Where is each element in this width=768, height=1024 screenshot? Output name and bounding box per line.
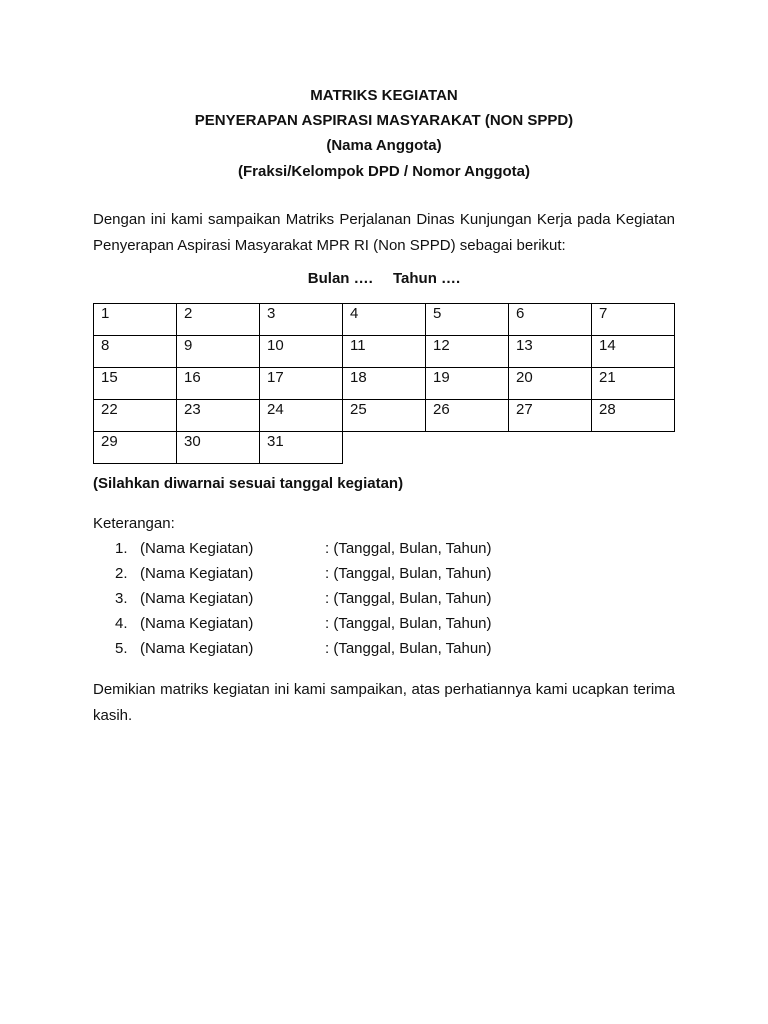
member-group: (Fraksi/Kelompok DPD / Nomor Anggota) — [238, 163, 530, 180]
list-item — [93, 614, 675, 639]
calendar-note: (Silahkan diwarnai sesuai tanggal kegiatan) — [93, 475, 404, 492]
calendar-empty-cell — [509, 432, 592, 464]
calendar-row — [94, 336, 675, 368]
calendar-cell: 20 — [509, 368, 592, 400]
calendar-cell: 27 — [509, 400, 592, 432]
document-title: MATRIKS KEGIATAN — [310, 87, 458, 104]
list-item-number: 1. — [115, 540, 128, 557]
calendar-cell: 1 — [94, 304, 177, 336]
calendar-cell: 30 — [177, 432, 260, 464]
calendar-cell: 16 — [177, 368, 260, 400]
calendar-cell: 15 — [94, 368, 177, 400]
list-item-number: 2. — [115, 565, 128, 582]
period-line — [0, 269, 768, 289]
activity-name: (Nama Kegiatan) — [140, 540, 254, 557]
calendar-cell: 24 — [260, 400, 343, 432]
list-item — [93, 589, 675, 614]
activity-name: (Nama Kegiatan) — [140, 615, 254, 632]
calendar-cell: 22 — [94, 400, 177, 432]
calendar-cell: 18 — [343, 368, 426, 400]
calendar-cell: 6 — [509, 304, 592, 336]
activity-date: : (Tanggal, Bulan, Tahun) — [325, 615, 492, 632]
activity-name: (Nama Kegiatan) — [140, 565, 254, 582]
activity-date: : (Tanggal, Bulan, Tahun) — [325, 640, 492, 657]
calendar-cell: 5 — [426, 304, 509, 336]
calendar-row — [94, 432, 675, 464]
activity-date: : (Tanggal, Bulan, Tahun) — [325, 540, 492, 557]
list-item — [93, 564, 675, 589]
calendar-cell: 4 — [343, 304, 426, 336]
activity-name: (Nama Kegiatan) — [140, 640, 254, 657]
calendar-cell: 13 — [509, 336, 592, 368]
intro-paragraph: Dengan ini kami sampaikan Matriks Perjalanan Dinas Kunjungan Kerja pada Kegiatan Penyerapan Aspirasi Masyarakat MPR RI (Non SPPD) sebagai berikut: — [93, 211, 675, 254]
calendar-table — [93, 303, 675, 464]
closing-paragraph: Demikian matriks kegiatan ini kami sampaikan, atas perhatiannya kami ucapkan terima kasih. — [93, 681, 675, 724]
keterangan-label: Keterangan: — [93, 515, 175, 532]
list-item-number: 4. — [115, 615, 128, 632]
keterangan-list — [93, 539, 675, 664]
calendar-cell: 29 — [94, 432, 177, 464]
calendar-row — [94, 304, 675, 336]
calendar-cell: 10 — [260, 336, 343, 368]
calendar-empty-cell — [343, 432, 426, 464]
calendar-cell: 14 — [592, 336, 675, 368]
activity-date: : (Tanggal, Bulan, Tahun) — [325, 590, 492, 607]
calendar-row — [94, 368, 675, 400]
calendar-cell: 12 — [426, 336, 509, 368]
member-name: (Nama Anggota) — [326, 137, 442, 154]
calendar-cell: 2 — [177, 304, 260, 336]
list-item-number: 3. — [115, 590, 128, 607]
calendar-empty-cell — [426, 432, 509, 464]
calendar-row — [94, 400, 675, 432]
list-item — [93, 539, 675, 564]
calendar-cell: 31 — [260, 432, 343, 464]
activity-name: (Nama Kegiatan) — [140, 590, 254, 607]
calendar-empty-cell — [592, 432, 675, 464]
month-label: Bulan …. — [307, 270, 373, 287]
calendar-cell: 21 — [592, 368, 675, 400]
calendar-cell: 3 — [260, 304, 343, 336]
calendar-cell: 26 — [426, 400, 509, 432]
calendar-cell: 7 — [592, 304, 675, 336]
calendar-cell: 23 — [177, 400, 260, 432]
calendar-cell: 11 — [343, 336, 426, 368]
document-subtitle: PENYERAPAN ASPIRASI MASYARAKAT (NON SPPD) — [194, 112, 574, 129]
calendar-cell: 25 — [343, 400, 426, 432]
list-item — [93, 639, 675, 664]
calendar-cell: 9 — [177, 336, 260, 368]
calendar-cell: 8 — [94, 336, 177, 368]
calendar-cell: 19 — [426, 368, 509, 400]
list-item-number: 5. — [115, 640, 128, 657]
activity-date: : (Tanggal, Bulan, Tahun) — [325, 565, 492, 582]
calendar-cell: 28 — [592, 400, 675, 432]
year-label: Tahun …. — [392, 270, 461, 287]
calendar-cell: 17 — [260, 368, 343, 400]
